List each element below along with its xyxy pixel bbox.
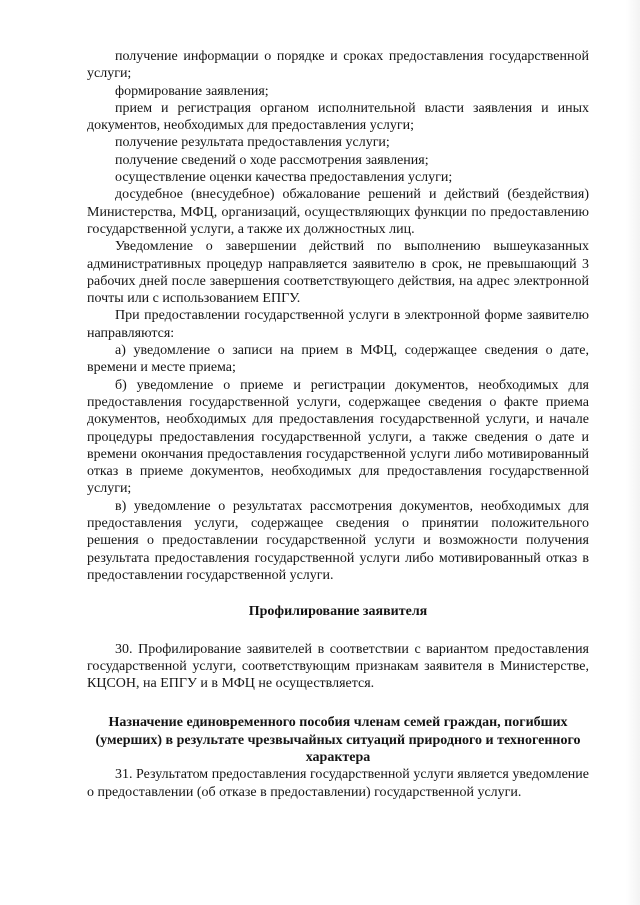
section-heading-profiling: Профилирование заявителя <box>248 604 428 620</box>
notice-paragraph: Уведомление о завершении действий по выполнению вышеуказанных административных процедур направляется заявителю в срок, не превышающий 3 рабочих дней после завершения соответствующего действия, на адрес электронной почты или с использованием ЕПГУ. <box>87 239 589 307</box>
list-item-quality: осуществление оценки качества предоставления услуги; <box>115 170 453 186</box>
list-item-registration: прием и регистрация органом исполнительной власти заявления и иных документов, необходимых для предоставления услуги; <box>87 100 589 134</box>
paragraph-31: 31. Результатом предоставления государственной услуги является уведомление о предоставлении (об отказе в предоставлении) государственной услуги. <box>87 767 589 800</box>
document-page <box>87 48 589 801</box>
notice-item-b: б) уведомление о приеме и регистрации документов, необходимых для предоставления государственной услуги, содержащее сведения о факте приема документов, необходимых для предоставления государственной услуги, и начале процедуры предоставления государственной услуги, а также сведения о дате и времени окончания предоставления государственной услуги либо мотивированный отказ в приеме документов, необходимых для предоставления государственной услуги; <box>87 377 589 497</box>
notice-item-a: а) уведомление о записи на прием в МФЦ, содержащее сведения о дате, времени и месте приема; <box>87 343 589 376</box>
list-item-appeal: досудебное (внесудебное) обжалование решений и действий (бездействия) Министерства, МФЦ, организаций, осуществляющих функции по предоставлению государственной услуги, а также их должностных лиц. <box>87 187 589 237</box>
list-item-info: получение информации о порядке и сроках предоставления государственной услуги; <box>87 49 589 82</box>
list-item-result: получение результата предоставления услуги; <box>115 135 390 151</box>
paragraph-30: 30. Профилирование заявителей в соответствии с вариантом предоставления государственной услуги, соответствующим признакам заявителя в Министерстве, КЦСОН, на ЕПГУ и в МФЦ не осуществляется. <box>87 641 589 692</box>
electronic-intro-paragraph: При предоставлении государственной услуги в электронной форме заявителю направляются: <box>87 308 589 341</box>
scan-edge <box>605 0 640 905</box>
notice-item-v: в) уведомление о результатах рассмотрения документов, необходимых для предоставления услуги, содержащее сведения о принятии положительного решения о предоставлении государственной услуги и возможности получения результата предоставления государственной услуги либо мотивированный отказ в предоставлении государственной услуги. <box>87 498 589 583</box>
list-item-status: получение сведений о ходе рассмотрения заявления; <box>115 152 429 168</box>
list-item-application: формирование заявления; <box>115 83 269 99</box>
section-heading-benefit: Назначение единовременного пособия членам семей граждан, погибших (умерших) в результате чрезвычайных ситуаций природного и техногенного характера <box>95 715 581 765</box>
